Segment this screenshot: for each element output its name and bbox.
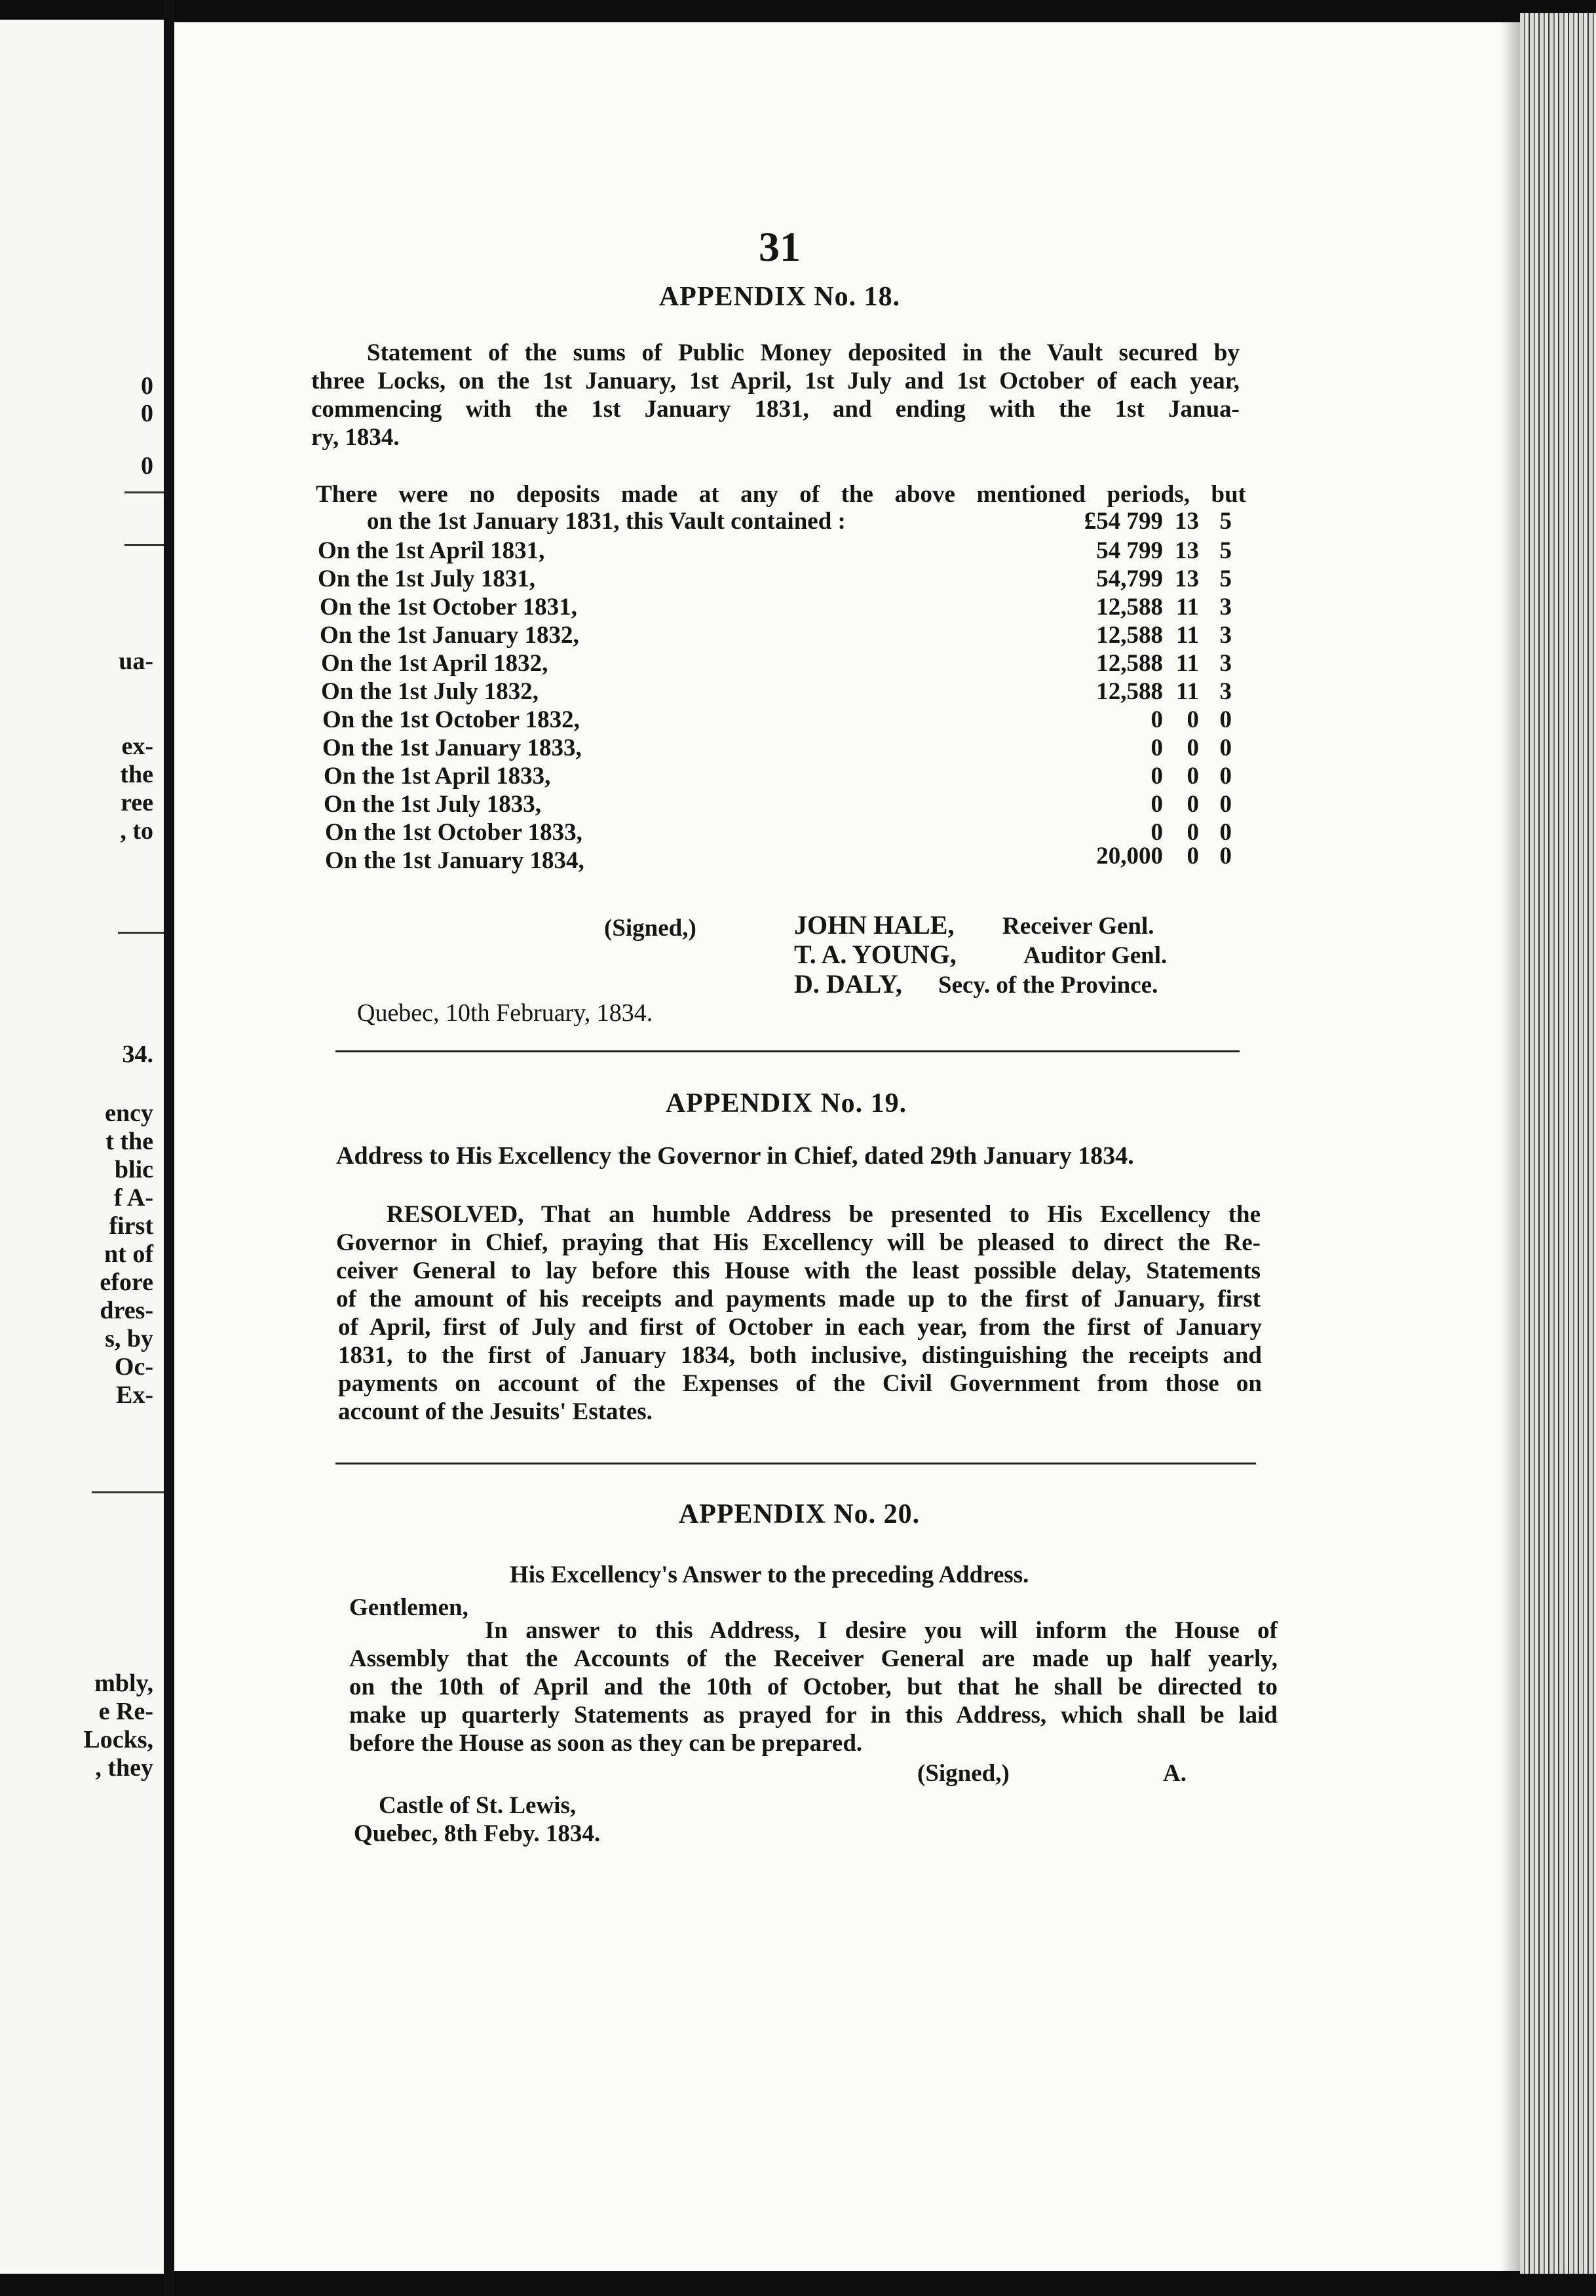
- amount-pounds: 0: [1150, 791, 1163, 818]
- resolution-line: of the amount of his receipts and payments made up to the first of January, first: [336, 1286, 1261, 1312]
- left-fragment: 0: [141, 400, 153, 427]
- left-fragment: dres-: [100, 1297, 153, 1324]
- left-fragment: Locks,: [83, 1726, 153, 1753]
- amount-shillings: 0: [1187, 819, 1199, 846]
- resolution-line: account of the Jesuits' Estates.: [338, 1398, 653, 1425]
- resolution-line: RESOLVED, That an humble Address be presented to His Excellency the: [387, 1201, 1261, 1228]
- row-label: On the 1st January 1834,: [325, 847, 584, 874]
- row-label: On the 1st April 1831,: [318, 537, 545, 564]
- book-gutter: [164, 0, 174, 2296]
- place-line: Quebec, 8th Feby. 1834.: [354, 1820, 601, 1847]
- left-fragment: efore: [100, 1269, 153, 1296]
- left-page-fragment: [0, 20, 164, 2274]
- signature-initial: A.: [1163, 1760, 1187, 1787]
- appendix-20-subheading: His Excellency's Answer to the preceding Address.: [510, 1561, 1029, 1588]
- left-rule: [92, 1491, 164, 1493]
- amount-pence: 3: [1219, 678, 1232, 705]
- left-fragment: 0: [141, 372, 153, 400]
- left-fragment: Oc-: [114, 1353, 153, 1381]
- amount-shillings: 13: [1175, 508, 1199, 535]
- book-page-edges: [1520, 13, 1596, 2274]
- intro-line: on the 1st January 1831, this Vault contained :: [367, 508, 846, 535]
- left-rule: [124, 544, 164, 546]
- statement-line: commencing with the 1st January 1831, and ending with the 1st Janua-: [311, 396, 1240, 423]
- row-label: On the 1st January 1832,: [320, 622, 579, 649]
- row-label: On the 1st July 1832,: [321, 678, 539, 705]
- amount-pence: 0: [1219, 819, 1232, 846]
- amount-pounds: 12,588: [1096, 678, 1163, 705]
- amount-pence: 5: [1219, 508, 1232, 535]
- row-label: On the 1st January 1833,: [322, 735, 582, 761]
- amount-pounds: 54 799: [1096, 537, 1163, 564]
- appendix-20-heading: APPENDIX No. 20.: [678, 1499, 921, 1529]
- left-rule: [118, 932, 164, 934]
- row-label: On the 1st April 1832,: [321, 650, 548, 677]
- amount-pence: 3: [1219, 622, 1232, 649]
- amount-shillings: 0: [1187, 706, 1199, 733]
- row-label: On the 1st July 1833,: [324, 791, 542, 818]
- amount-pence: 3: [1219, 650, 1232, 677]
- amount-shillings: 0: [1187, 843, 1199, 870]
- amount-shillings: 11: [1176, 594, 1199, 621]
- amount-shillings: 13: [1175, 537, 1199, 564]
- statement-line: ry, 1834.: [311, 424, 400, 451]
- left-rule: [124, 491, 164, 493]
- answer-line: make up quarterly Statements as prayed for in this Address, which shall be laid: [349, 1702, 1278, 1729]
- amount-pounds: 54,799: [1096, 565, 1163, 592]
- amount-pence: 0: [1219, 735, 1232, 761]
- signatory-name: T. A. YOUNG,: [794, 940, 957, 969]
- left-fragment: ency: [105, 1100, 153, 1127]
- left-fragment: s, by: [105, 1325, 153, 1352]
- section-divider: [335, 1050, 1240, 1052]
- statement-line: three Locks, on the 1st January, 1st April, 1st July and 1st October of each year,: [311, 368, 1240, 394]
- left-fragment: first: [109, 1212, 153, 1240]
- resolution-line: Governor in Chief, praying that His Excellency will be pleased to direct the Re-: [336, 1229, 1261, 1256]
- amount-pence: 5: [1219, 565, 1232, 592]
- amount-pence: 0: [1219, 843, 1232, 870]
- amount-pence: 3: [1219, 594, 1232, 621]
- signatory-name: JOHN HALE,: [794, 910, 955, 940]
- appendix-18-heading: APPENDIX No. 18.: [658, 282, 901, 312]
- left-fragment: blic: [114, 1156, 153, 1183]
- signatory-name: D. DALY,: [794, 969, 902, 999]
- amount-pence: 0: [1219, 706, 1232, 733]
- left-fragment: 0: [141, 452, 153, 480]
- amount-shillings: 11: [1176, 622, 1199, 649]
- resolution-line: payments on account of the Expenses of the Civil Government from those on: [338, 1370, 1262, 1397]
- resolution-line: of April, first of July and first of October in each year, from the first of January: [338, 1314, 1262, 1341]
- amount-pounds: 0: [1150, 735, 1163, 761]
- left-fragment: mbly,: [94, 1670, 153, 1697]
- amount-pence: 0: [1219, 791, 1232, 818]
- left-fragment: , to: [120, 817, 153, 845]
- amount-shillings: 13: [1175, 565, 1199, 592]
- appendix-19-subheading: Address to His Excellency the Governor in Chief, dated 29th January 1834.: [336, 1142, 1134, 1170]
- amount-pounds: 0: [1150, 819, 1163, 846]
- left-fragment: t the: [105, 1128, 153, 1155]
- row-label: On the 1st October 1832,: [322, 706, 580, 733]
- left-fragment: nt of: [104, 1240, 153, 1268]
- place-line: Castle of St. Lewis,: [379, 1792, 577, 1819]
- salutation: Gentlemen,: [349, 1594, 468, 1621]
- answer-line: on the 10th of April and the 10th of October, but that he shall be directed to: [349, 1674, 1278, 1700]
- amount-pounds: 20,000: [1096, 843, 1163, 870]
- page-number: 31: [759, 223, 801, 270]
- left-fragment: f A-: [113, 1184, 153, 1212]
- amount-shillings: 0: [1187, 791, 1199, 818]
- appendix-19-heading: APPENDIX No. 19.: [665, 1088, 907, 1119]
- left-fragment: Ex-: [116, 1381, 153, 1409]
- answer-line: Assembly that the Accounts of the Receiver General are made up half yearly,: [349, 1645, 1278, 1672]
- row-label: On the 1st July 1831,: [318, 565, 536, 592]
- amount-pounds: 0: [1150, 706, 1163, 733]
- place-date: Quebec, 10th February, 1834.: [357, 999, 653, 1027]
- amount-pounds: 12,588: [1096, 650, 1163, 677]
- section-divider: [335, 1463, 1256, 1464]
- amount-pounds: 0: [1150, 763, 1163, 790]
- amount-pounds: 12,588: [1096, 622, 1163, 649]
- left-fragment: 34.: [122, 1041, 153, 1068]
- left-fragment: ex-: [121, 733, 153, 760]
- signatory-title: Auditor Genl.: [1023, 942, 1168, 969]
- amount-pence: 0: [1219, 763, 1232, 790]
- statement-line: Statement of the sums of Public Money deposited in the Vault secured by: [367, 339, 1240, 366]
- left-fragment: ree: [121, 789, 153, 816]
- signed-label: (Signed,): [604, 915, 696, 942]
- intro-line: There were no deposits made at any of the above mentioned periods, but: [316, 481, 1246, 508]
- left-fragment: e Re-: [98, 1698, 153, 1725]
- row-label: On the 1st April 1833,: [324, 763, 551, 790]
- amount-shillings: 0: [1187, 735, 1199, 761]
- row-label: On the 1st October 1831,: [320, 594, 577, 621]
- signatory-title: Secy. of the Province.: [938, 972, 1158, 999]
- amount-shillings: 11: [1176, 650, 1199, 677]
- answer-line: before the House as soon as they can be prepared.: [349, 1730, 863, 1757]
- resolution-line: ceiver General to lay before this House with the least possible delay, Statements: [336, 1257, 1261, 1284]
- row-label: On the 1st October 1833,: [325, 819, 582, 846]
- page-edge-shadow: [1500, 22, 1520, 2271]
- resolution-line: 1831, to the first of January 1834, both inclusive, distinguishing the receipts and: [338, 1342, 1262, 1369]
- amount-pounds: 12,588: [1096, 594, 1163, 621]
- signatory-title: Receiver Genl.: [1002, 913, 1154, 940]
- amount-shillings: 11: [1176, 678, 1199, 705]
- signed-label: (Signed,): [917, 1760, 1010, 1787]
- amount-pence: 5: [1219, 537, 1232, 564]
- left-fragment: the: [120, 761, 153, 788]
- answer-line: In answer to this Address, I desire you will inform the House of: [485, 1617, 1278, 1644]
- amount-pounds: £54 799: [1084, 508, 1163, 535]
- left-fragment: ua-: [119, 647, 153, 675]
- amount-shillings: 0: [1187, 763, 1199, 790]
- left-fragment: , they: [95, 1754, 153, 1782]
